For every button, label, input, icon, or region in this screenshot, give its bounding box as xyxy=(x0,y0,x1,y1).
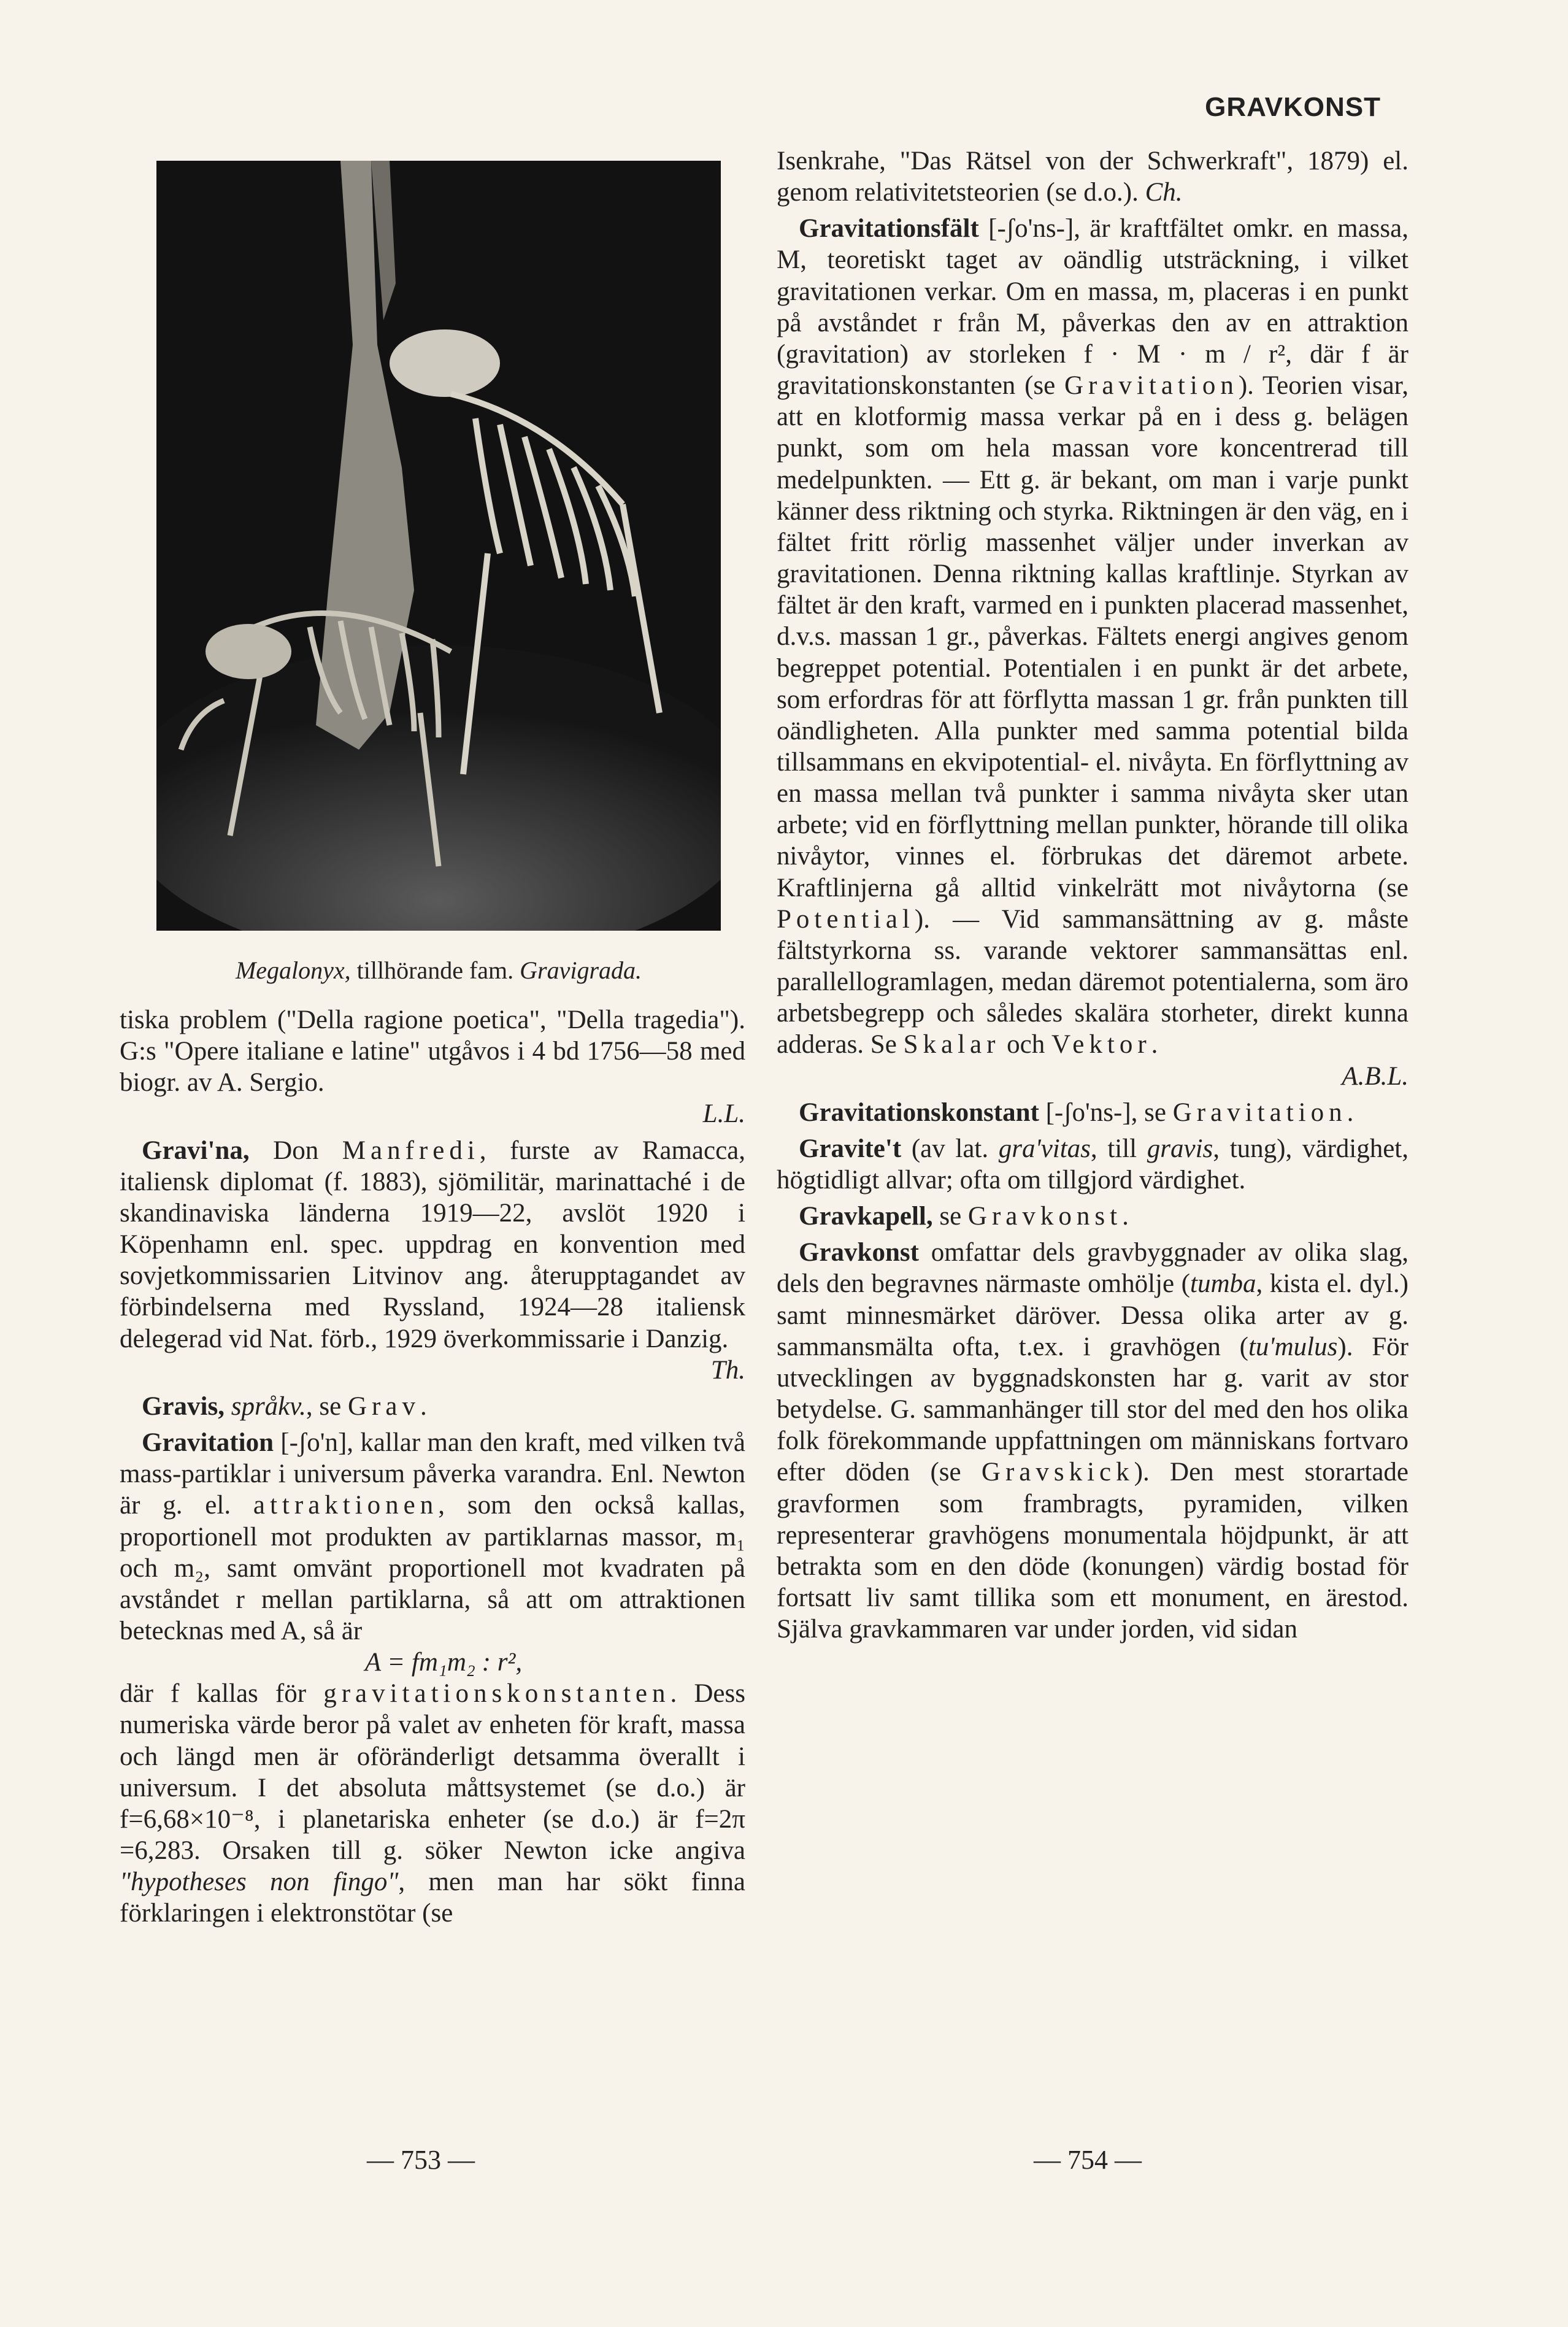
formula: A = fm₁m₂ : r², xyxy=(364,1648,523,1677)
megalonyx-skeleton-photo xyxy=(156,161,721,931)
entry-gravis: Gravis, språkv., se Grav. xyxy=(142,1391,427,1421)
entry-gravkonst: Gravkonst omfattar dels gravbyggnader av olika slag, dels den begravnes närmaste omhölje (tumba, kista el. dyl.) samt minnesmärket däröver. Dessa olika arter av g. sammansmälta ofta, t.ex. i gravhögen (tu'mulus). För utvecklingen av byggnadskonsten har g. varit av stor betydelse. G. sammanhänger till stor del med den hos olika folk förekommande uppfattningen om människans fortvaro efter döden (se Gravskick). Den mest storartade gravformen som frambragts, pyramiden, vilken representerar gravhögens monumentala höjdpunkt, är att betrakta som en den döde (konungen) värdig bostad för fortsatt liv samt tillika som ett monument, en ärestod. Själva gravkammaren var under jorden, vid sidan xyxy=(777,1238,1409,1644)
entry-gravina: Gravi'na, Don Manfredi, furste av Ramacca, italiensk diplomat (f. 1883), sjömilitär, marinattaché i de skandinaviska länderna 1919—22, avslöt 1920 i Köpenhamn enl. spec. uppdrag en konvention med sovjetkommissarien Litvinov ang. återupptagandet av förbindelserna med Ryssland, 1924—28 italiensk delegerad vid Nat. förb., 1929 överkommissarie i Danzig. Th. xyxy=(120,1135,745,1386)
caption-genus: Megalonyx, xyxy=(235,956,351,984)
signature: Ch. xyxy=(1145,178,1183,207)
page-number-left: — 753 — xyxy=(367,2145,475,2175)
running-head: GRAVKONST xyxy=(1205,92,1381,122)
headword: Gravkonst xyxy=(799,1238,919,1267)
signature: Th. xyxy=(710,1355,745,1385)
entry-gravitet: Gravite't (av lat. gra'vitas, till gravis, tung), värdighet, högtidligt allvar; ofta om tillgjord värdighet. xyxy=(777,1134,1409,1194)
headword: Gravitation xyxy=(142,1428,274,1458)
skeleton-illustration xyxy=(156,161,721,931)
headword: Gravitationsfält xyxy=(799,214,979,244)
right-column xyxy=(777,145,1409,1650)
entry-continuation: tiska problem ("Della ragione poetica", "Della tragedia"). G:s "Opere italiane e latine" utgåvos i 4 bd 1756—58 med biogr. av A. Sergio. L.L. xyxy=(120,1004,745,1130)
caption-text: tillhörande fam. xyxy=(350,956,520,984)
headword: Gravite't xyxy=(799,1134,902,1163)
headword: Gravitationskonstant xyxy=(799,1098,1039,1127)
caption-family: Gravigrada. xyxy=(520,956,642,984)
entry-gravitationsfalt: Gravitationsfält [-ʃo'ns-], är kraftfältet omkr. en massa, M, teoretiskt taget av oändlig utsträckning, i vilket gravitationen verkar. Om en massa, m, placeras i en punkt på avståndet r från M, påverkas den av en attraktion (gravitation) av storleken f · M · m / r², där f är gravitationskonstanten (se Gravitation). Teorien visar, att en klotformig massa verkar på en i dess g. belägen punkt, som om hela massan vore koncentrerad till medelpunkten. — Ett g. är bekant, om man i varje punkt känner dess riktning och styrka. Riktningen är den väg, en i fältet fritt rörlig massenhet väljer under inverkan av gravitationen. Denna riktning kallas kraftlinje. Styrkan av fältet är den kraft, varmed en i punkten placerad massenhet, d.v.s. massan 1 gr., påverkas. Fältets energi angives genom begreppet potential. Potentialen i en punkt är det arbete, som erfordras för att förflytta massan 1 gr. från punkten till oändligheten. Alla punkter med samma potential bilda tillsammans en ekvipotential- el. nivåyta. En förflyttning av en massa mellan två punkter i samma nivåyta sker utan arbete; vid en förflyttning mellan punkter, hörande till olika nivåytor, vinnes el. förbrukas det däremot arbete. Kraftlinjerna gå alltid vinkelrätt mot nivåytorna (se Potential). — Vid sammansättning av g. måste fältstyrkorna ss. varande vektorer sammansättas enl. parallellogramlagen, medan däremot potentialerna, som äro arbetsbegrepp och således skalära storheter, direkt kunna adderas. Se Skalar och Vektor. A.B.L. xyxy=(777,213,1409,1091)
signature: L.L. xyxy=(702,1099,745,1129)
left-column xyxy=(120,1004,745,1934)
page-number-right: — 754 — xyxy=(1034,2145,1142,2175)
figure-caption xyxy=(156,956,721,985)
entry-gravitation: Gravitation [-ʃo'n], kallar man den kraft, med vilken två mass-partiklar i universum påverka varandra. Enl. Newton är g. el. attraktionen, som den också kallas, proportionell mot produkten av partiklarnas massor, m₁ och m₂, samt omvänt proportionell mot kvadraten på avståndet r mellan partiklarna, så att om attraktionen betecknas med A, så är A = fm₁m₂ : r², där f kallas för gravitationskonstanten. Dess numeriska värde beror på valet av enheten för kraft, massa och längd men är oföränderligt detsamma överallt i universum. I det absoluta måttsystemet (se d.o.) är f=6,68×10⁻⁸, i planetariska enheter (se d.o.) är f=2π =6,283. Orsaken till g. söker Newton icke angiva "hypotheses non fingo", men man har sökt finna förklaringen i elektronstötar (se xyxy=(120,1428,745,1928)
headword: Gravkapell, xyxy=(799,1202,933,1231)
headword: Gravis, xyxy=(142,1391,225,1421)
entry-gravkapell: Gravkapell, se Gravkonst. xyxy=(799,1202,1129,1231)
headword: Gravi'na, xyxy=(142,1136,250,1165)
entry-gravitationskonstant: Gravitationskonstant [-ʃo'ns-], se Gravitation. xyxy=(799,1098,1354,1127)
signature: A.B.L. xyxy=(1342,1061,1409,1091)
entry-continuation: Isenkrahe, "Das Rätsel von der Schwerkraft", 1879) el. genom relativitetsteorien (se d.o.). Ch. xyxy=(777,147,1409,207)
